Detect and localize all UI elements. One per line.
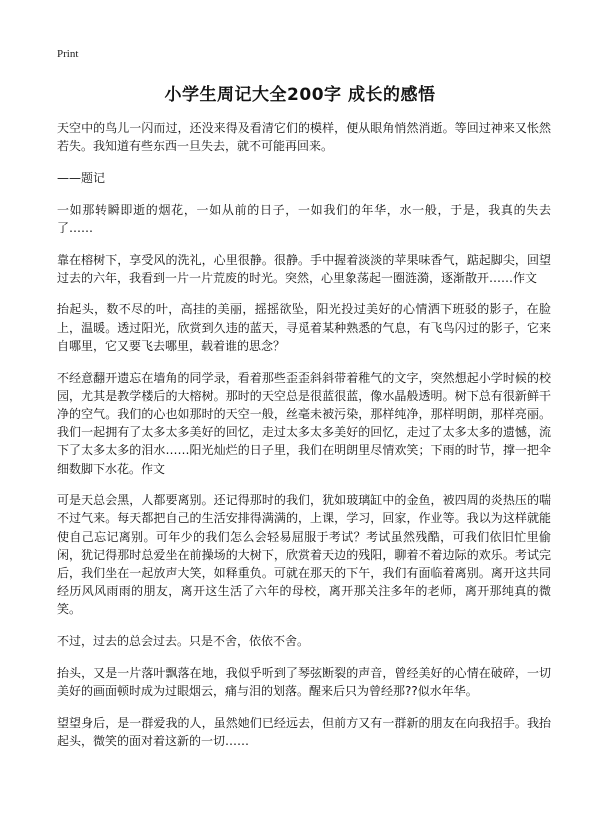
paragraph-4: 靠在榕树下，享受风的洗礼，心里很静。很静。手中握着淡淡的苹果味香气，踮起脚尖，回望过去的六年，我看到一片一片荒废的时光。突然，心里象荡起一圈涟漪，逐渐散开……作文 (57, 252, 551, 285)
article-body (57, 119, 551, 764)
paragraph-10: 望望身后，是一群爱我的人，虽然她们已经远去，但前方又有一群新的朋友在向我招手。我抬起头，微笑的面对着这新的一切…… (57, 715, 551, 748)
print-label: Print (57, 48, 79, 60)
paragraph-9: 抬头，又是一片落叶飘落在地，我似乎听到了琴弦断裂的声音，曾经美好的心情在破碎，一切美好的画面顿时成为过眼烟云，痛与泪的划落。醒来后只为曾经那??似水年华。 (57, 665, 551, 699)
paragraph-7: 可是天总会黑，人都要离别。还记得那时的我们，犹如玻璃缸中的金鱼，被四周的炎热压的喘不过气来。每天都把自己的生活安排得满满的，上课，学习，回家，作业等。我以为这样就能使自己忘记离别。可年少的我们怎么会轻易屈服于考试？考试虽然残酷，可我们依旧忙里偷闲，犹记得那时总爱坐在前操场的大树下，欣赏着天边的残阳，聊着不着边际的欢乐。考试完后，我们坐在一起放声大笑，如释重负。可就在那天的下午，我们有面临着离别。离开这共同经历风风雨雨的朋友，离开这生活了六年的母校，离开那关注多年的老师，离开那纯真的微笑。 (57, 493, 551, 617)
page-title: 小学生周记大全200字 成长的感悟 (164, 85, 436, 105)
paragraph-5: 抬起头，数不尽的叶，高挂的美丽，摇摇欲坠，阳光投过美好的心情洒下班驳的影子，在脸上，温暖。透过阳光，欣赏到久违的蓝天，寻觅着某种熟悉的气息，有飞鸟闪过的影子，它来自哪里，它又要飞去哪里，载着谁的思念？ (57, 302, 551, 353)
paragraph-1: 天空中的鸟儿一闪而过，还没来得及看清它们的模样，便从眼角悄然消逝。等回过神来又怅然若失。我知道有些东西一旦失去，就不可能再回来。 (57, 121, 551, 154)
paragraph-6: 不经意翻开遗忘在墙角的同学录，看着那些歪歪斜斜带着稚气的文字，突然想起小学时候的校园，尤其是教学楼后的大榕树。那时的天空总是很蓝很蓝，像水晶般透明。树下总有很新鲜干净的空气。我们的心也如那时的天空一般，丝毫未被污染，那样纯净，那样明朗，那样亮丽。我们一起拥有了太多太多美好的回忆，走过太多太多美好的回忆，走过了太多太多的遗憾，流下了太多太多的泪水……阳光灿烂的日子里，我们在明朗里尽情欢笑；下雨的时节，撑一把伞细数脚下水花。作文 (57, 370, 551, 476)
paragraph-epigraph: ——题记 (57, 170, 106, 185)
paragraph-8: 不过，过去的总会过去。只是不舍，依依不舍。 (57, 634, 310, 649)
paragraph-3: 一如那转瞬即逝的烟花，一如从前的日子，一如我们的年华，水一般，于是，我真的失去了…… (57, 202, 551, 235)
